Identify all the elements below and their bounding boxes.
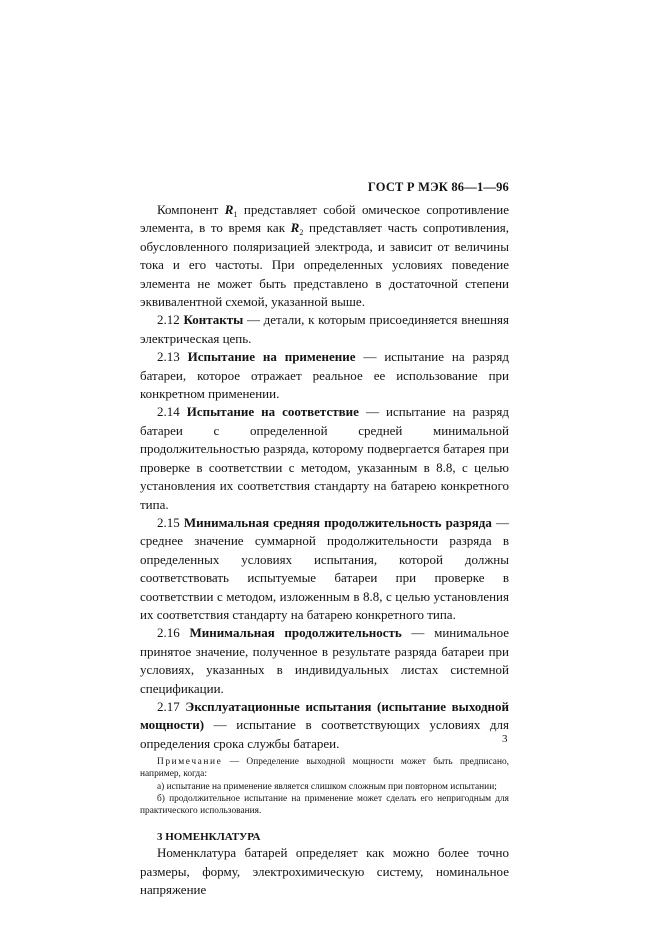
note-item-b: б) продолжительное испытание на применение может сделать его непригодным для практического использования.: [140, 793, 509, 816]
intro-part-1: Компонент: [157, 202, 225, 217]
definition-2-15: [140, 514, 509, 624]
note-label: Примечание: [157, 757, 223, 768]
definition-text: — детали, к которым присоединяется внешняя электрическая цепь.: [140, 312, 509, 346]
definition-text: — испытание в соответствующих условиях для определения срока службы батареи.: [140, 717, 509, 751]
definition-text: — среднее значение суммарной продолжительности разряда в определенных условиях испытания, которой должны соответствовать испытуемые батареи при проверке в соответствии с методом, изложенным в 8.8, с целью установления их соответствия стандарту на батарею конкретного типа.: [140, 514, 509, 622]
note-text: — Определение выходной мощности может быть предписано, например, когда:: [140, 757, 509, 780]
body-text: [140, 201, 509, 899]
definition-text: — минимальное принятое значение, полученное в результате разряда батареи при условиях, указанных в индивидуальных листах системной спецификации.: [140, 625, 510, 696]
definition-number: 2.17: [157, 698, 186, 714]
intro-part-3: представляет часть сопротивления, обусловленного поляризацией электрода, и зависит от величины тока и его частоты. При определенных условиях поведение элемента не может быть представлено в достаточной степени эквивалентной схемой, указанной выше.: [140, 220, 509, 310]
note-block: [140, 756, 509, 817]
standard-code-header: ГОСТ Р МЭК 86—1—96: [367, 180, 509, 194]
definition-number: 2.15: [157, 514, 184, 530]
definition-number: 2.16: [157, 625, 190, 641]
definition-term: Минимальная продолжительность: [189, 625, 402, 641]
definition-term: Испытание на соответствие: [186, 404, 359, 420]
definition-term: Минимальная средняя продолжительность разряда: [183, 514, 492, 530]
definition-text: — испытание на разряд батареи с определенной средней минимальной продолжительностью разряда, которому подвергается батарея при проверке в соответствии с методом, указанным в 8.8, с целью установления их соответствия стандарту на батарею конкретного типа.: [140, 404, 509, 512]
definition-number: 2.12: [157, 312, 184, 328]
definition-2-12: [140, 311, 509, 348]
definition-term: Испытание на применение: [187, 349, 356, 365]
definition-2-13: [140, 348, 509, 403]
note-item-a: а) испытание на применение является слишком сложным при повторном испытании;: [157, 781, 497, 792]
definition-2-17: [140, 698, 509, 753]
definition-number: 2.13: [157, 349, 188, 365]
definition-2-16: [140, 624, 509, 698]
variable-r2: R: [290, 220, 300, 236]
section-3-paragraph: Номенклатура батарей определяет как можно более точно размеры, форму, электрохимическую систему, номинальное напряжение: [140, 845, 509, 898]
section-3-title: 3 НОМЕНКЛАТУРА: [157, 831, 261, 844]
intro-part-2: представляет собой омическое сопротивление элемента, в то время как: [140, 202, 509, 236]
definition-number: 2.14: [157, 404, 187, 420]
intro-paragraph: [140, 201, 509, 311]
definition-2-14: [140, 403, 509, 513]
definition-text: — испытание на разряд батареи, которое отражает реальное ее использование при конкретном применении.: [140, 349, 510, 402]
variable-r1-subscript: 1: [233, 210, 238, 219]
definition-term: Контакты: [183, 312, 244, 328]
page-number: 3: [502, 733, 508, 745]
definition-term: Эксплуатационные испытания (испытание выходной мощности): [140, 698, 510, 733]
variable-r1: R: [224, 202, 234, 217]
note-intro: [140, 756, 509, 780]
variable-r2-subscript: 2: [299, 228, 304, 238]
